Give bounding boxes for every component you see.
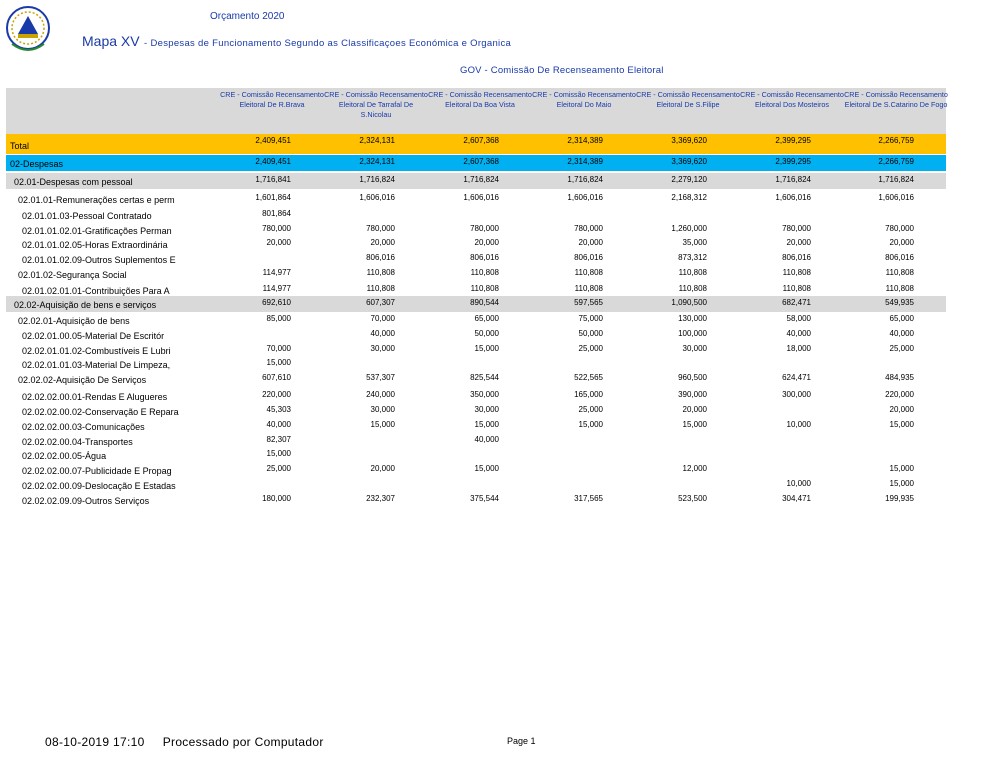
row-value: 40,000: [889, 329, 914, 338]
table-row: [6, 312, 946, 328]
table-header: [6, 88, 946, 134]
row-value: 300,000: [782, 390, 811, 399]
row-value: 780,000: [782, 224, 811, 233]
row-label: 02.02.02.00.04-Transportes: [22, 437, 133, 447]
row-label: 02.02.01.01.02-Combustíveis E Lubri: [22, 346, 171, 356]
row-value: 220,000: [262, 390, 291, 399]
row-value: 58,000: [786, 314, 811, 323]
row-value: 110,808: [574, 268, 603, 277]
row-value: 2,314,389: [567, 136, 603, 145]
row-value: 607,610: [262, 373, 291, 382]
row-value: 780,000: [574, 224, 603, 233]
table-row: [6, 173, 946, 189]
row-value: 30,000: [474, 405, 499, 414]
row-value: 45,303: [266, 405, 291, 414]
row-label: 02.02.02.09.09-Outros Serviços: [22, 496, 150, 506]
table-row: [6, 207, 946, 223]
row-value: 82,307: [266, 435, 291, 444]
row-value: 18,000: [786, 344, 811, 353]
row-value: 15,000: [682, 420, 707, 429]
row-value: 25,000: [889, 344, 914, 353]
row-label: 02.01.01.02.01-Gratificações Perman: [22, 226, 172, 236]
row-value: 50,000: [474, 329, 499, 338]
row-value: 2,409,451: [255, 136, 291, 145]
row-value: 825,544: [470, 373, 499, 382]
row-value: 15,000: [474, 420, 499, 429]
row-value: 2,279,120: [671, 175, 707, 184]
row-label: 02.01-Despesas com pessoal: [14, 177, 133, 187]
map-subtitle: - Despesas de Funcionamento Segundo as Classificaçoes Económica e Organica: [144, 38, 512, 49]
column-header: CRE - Comissão Recensamento Eleitoral De Tarrafal De S.Nicolau: [324, 90, 428, 119]
row-value: 75,000: [578, 314, 603, 323]
row-label: 02.01.01.02.09-Outros Suplementos E: [22, 255, 176, 265]
row-value: 25,000: [578, 405, 603, 414]
row-value: 1,090,500: [671, 298, 707, 307]
row-value: 692,610: [262, 298, 291, 307]
row-value: 110,808: [366, 268, 395, 277]
table-row: [6, 492, 946, 508]
row-value: 35,000: [682, 238, 707, 247]
row-value: 180,000: [262, 494, 291, 503]
row-value: 40,000: [266, 420, 291, 429]
row-value: 220,000: [885, 390, 914, 399]
row-value: 2,168,312: [671, 193, 707, 202]
row-value: 2,399,295: [775, 136, 811, 145]
row-value: 3,369,620: [671, 136, 707, 145]
column-header: CRE - Comissão Recensamento Eleitoral Dos Mosteiros: [740, 90, 844, 109]
row-value: 10,000: [786, 479, 811, 488]
row-value: 40,000: [370, 329, 395, 338]
row-value: 1,606,016: [878, 193, 914, 202]
row-value: 1,716,824: [463, 175, 499, 184]
row-value: 20,000: [682, 405, 707, 414]
row-label: 02.01.01-Remunerações certas e perm: [18, 195, 175, 205]
row-value: 65,000: [889, 314, 914, 323]
row-label: 02.02.02.00.01-Rendas E Alugueres: [22, 392, 168, 402]
row-value: 165,000: [574, 390, 603, 399]
row-value: 70,000: [370, 314, 395, 323]
row-value: 2,314,389: [567, 157, 603, 166]
row-value: 20,000: [889, 238, 914, 247]
row-label: 02.02.02.00.03-Comunicações: [22, 422, 145, 432]
row-value: 537,307: [366, 373, 395, 382]
table-row: [6, 134, 946, 154]
row-value: 15,000: [474, 464, 499, 473]
row-value: 15,000: [266, 449, 291, 458]
row-value: 85,000: [266, 314, 291, 323]
row-value: 15,000: [266, 358, 291, 367]
footer-processed: Processado por Computador: [162, 735, 324, 749]
row-value: 1,260,000: [671, 224, 707, 233]
row-value: 2,409,451: [255, 157, 291, 166]
row-label: 02.02.02.00.09-Deslocação E Estadas: [22, 481, 176, 491]
table-row: [6, 447, 946, 463]
row-label: 02.02.01.01.03-Material De Limpeza,: [22, 360, 171, 370]
row-value: 1,716,824: [775, 175, 811, 184]
row-value: 1,716,841: [255, 175, 291, 184]
row-value: 199,935: [885, 494, 914, 503]
row-label: 02.01.02-Segurança Social: [18, 270, 127, 280]
row-value: 375,544: [470, 494, 499, 503]
row-value: 2,607,368: [463, 157, 499, 166]
column-header: CRE - Comissão Recensamento Eleitoral Do Maio: [532, 90, 636, 109]
row-value: 2,324,131: [359, 157, 395, 166]
row-value: 1,601,864: [255, 193, 291, 202]
row-value: 20,000: [474, 238, 499, 247]
table-row: [6, 296, 946, 312]
row-label: 02-Despesas: [10, 159, 64, 169]
row-value: 780,000: [885, 224, 914, 233]
row-value: 522,565: [574, 373, 603, 382]
map-title: [82, 33, 511, 51]
row-value: 2,607,368: [463, 136, 499, 145]
row-value: 350,000: [470, 390, 499, 399]
row-value: 50,000: [578, 329, 603, 338]
row-label: Total: [10, 141, 30, 151]
row-value: 110,808: [678, 268, 707, 277]
row-value: 240,000: [366, 390, 395, 399]
row-label: 02.01.01.02.05-Horas Extraordinária: [22, 240, 168, 250]
table-row: [6, 155, 946, 171]
row-value: 114,977: [262, 284, 291, 293]
footer-left: [45, 735, 324, 749]
row-value: 70,000: [266, 344, 291, 353]
budget-title: Orçamento 2020: [210, 11, 285, 22]
row-value: 1,606,016: [359, 193, 395, 202]
column-header: CRE - Comissão Recensamento Eleitoral De R.Brava: [220, 90, 324, 109]
row-value: 806,016: [782, 253, 811, 262]
row-value: 15,000: [889, 420, 914, 429]
table-row: [6, 327, 946, 343]
row-label: 02.02.02.00.05-Água: [22, 451, 107, 461]
row-value: 110,808: [885, 284, 914, 293]
row-value: 873,312: [678, 253, 707, 262]
row-value: 10,000: [786, 420, 811, 429]
row-value: 20,000: [266, 238, 291, 247]
row-value: 12,000: [682, 464, 707, 473]
row-value: 523,500: [678, 494, 707, 503]
column-header: CRE - Comissão Recensamento Eleitoral De S.Catarino De Fogo: [844, 90, 948, 109]
row-value: 1,716,824: [359, 175, 395, 184]
row-value: 110,808: [470, 284, 499, 293]
table-row: [6, 477, 946, 493]
row-label: 02.02.02-Aquisição De Serviços: [18, 375, 147, 385]
table-row: [6, 418, 946, 434]
row-value: 110,808: [885, 268, 914, 277]
row-label: 02.02-Aquisição de bens e serviços: [14, 300, 157, 310]
row-value: 2,324,131: [359, 136, 395, 145]
row-value: 110,808: [678, 284, 707, 293]
row-value: 304,471: [782, 494, 811, 503]
row-value: 20,000: [786, 238, 811, 247]
table-row: [6, 356, 946, 372]
budget-table: [6, 88, 948, 506]
row-value: 317,565: [574, 494, 603, 503]
row-value: 1,606,016: [463, 193, 499, 202]
row-value: 597,565: [574, 298, 603, 307]
row-value: 1,716,824: [567, 175, 603, 184]
row-value: 110,808: [470, 268, 499, 277]
row-value: 806,016: [885, 253, 914, 262]
row-value: 1,606,016: [775, 193, 811, 202]
row-value: 2,266,759: [878, 136, 914, 145]
row-value: 890,544: [470, 298, 499, 307]
row-value: 780,000: [470, 224, 499, 233]
row-label: 02.01.01.03-Pessoal Contratado: [22, 211, 152, 221]
map-label: Mapa XV: [82, 33, 140, 49]
row-value: 40,000: [786, 329, 811, 338]
table-row: [6, 371, 946, 387]
row-value: 1,716,824: [878, 175, 914, 184]
row-value: 1,606,016: [567, 193, 603, 202]
row-value: 65,000: [474, 314, 499, 323]
row-value: 25,000: [578, 344, 603, 353]
row-value: 15,000: [474, 344, 499, 353]
table-row: [6, 403, 946, 419]
table-row: [6, 236, 946, 252]
row-value: 3,369,620: [671, 157, 707, 166]
row-label: 02.02.01.00.05-Material De Escritór: [22, 331, 165, 341]
row-value: 607,307: [366, 298, 395, 307]
row-value: 780,000: [366, 224, 395, 233]
row-value: 806,016: [574, 253, 603, 262]
row-value: 20,000: [370, 464, 395, 473]
department-title: GOV - Comissão De Recenseamento Eleitoral: [460, 65, 664, 76]
table-row: [6, 388, 946, 404]
table-row: [6, 251, 946, 267]
row-value: 20,000: [370, 238, 395, 247]
row-label: 02.02.02.00.07-Publicidade E Propag: [22, 466, 172, 476]
row-value: 806,016: [470, 253, 499, 262]
row-value: 40,000: [474, 435, 499, 444]
row-value: 960,500: [678, 373, 707, 382]
row-value: 780,000: [262, 224, 291, 233]
row-value: 15,000: [889, 464, 914, 473]
row-value: 2,266,759: [878, 157, 914, 166]
row-value: 15,000: [370, 420, 395, 429]
row-value: 2,399,295: [775, 157, 811, 166]
row-value: 110,808: [366, 284, 395, 293]
row-value: 30,000: [370, 405, 395, 414]
row-value: 100,000: [678, 329, 707, 338]
row-label: 02.01.02.01.01-Contribuições Para A: [22, 286, 170, 296]
emblem-icon: [4, 4, 52, 56]
table-row: [6, 266, 946, 282]
page-number: Page 1: [507, 736, 536, 746]
row-value: 30,000: [370, 344, 395, 353]
row-value: 130,000: [678, 314, 707, 323]
table-row: [6, 462, 946, 478]
row-value: 806,016: [366, 253, 395, 262]
column-header: CRE - Comissão Recensamento Eleitoral De S.Filipe: [636, 90, 740, 109]
row-label: 02.02.02.00.02-Conservação E Repara: [22, 407, 179, 417]
row-value: 390,000: [678, 390, 707, 399]
row-value: 20,000: [889, 405, 914, 414]
row-value: 110,808: [574, 284, 603, 293]
row-value: 549,935: [885, 298, 914, 307]
row-value: 30,000: [682, 344, 707, 353]
row-value: 114,977: [262, 268, 291, 277]
row-value: 20,000: [578, 238, 603, 247]
footer-datetime: 08-10-2019 17:10: [45, 735, 145, 749]
column-header: CRE - Comissão Recensamento Eleitoral Da Boa Vista: [428, 90, 532, 109]
table-row: [6, 191, 946, 207]
row-value: 682,471: [782, 298, 811, 307]
row-value: 484,935: [885, 373, 914, 382]
row-value: 110,808: [782, 268, 811, 277]
row-value: 232,307: [366, 494, 395, 503]
row-value: 801,864: [262, 209, 291, 218]
row-value: 624,471: [782, 373, 811, 382]
row-value: 15,000: [578, 420, 603, 429]
row-label: 02.02.01-Aquisição de bens: [18, 316, 130, 326]
row-value: 15,000: [889, 479, 914, 488]
row-value: 25,000: [266, 464, 291, 473]
row-value: 110,808: [782, 284, 811, 293]
